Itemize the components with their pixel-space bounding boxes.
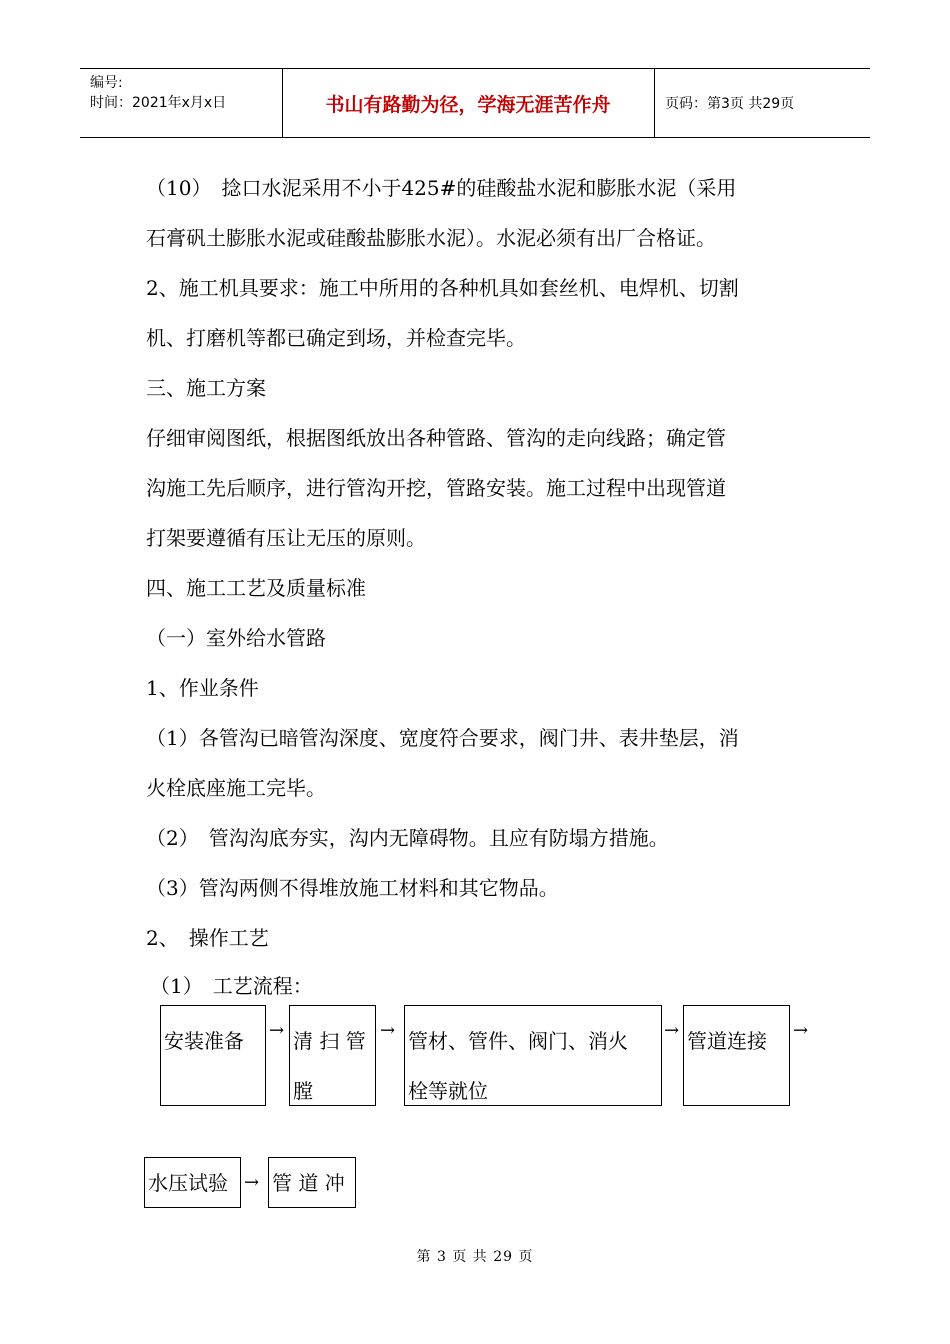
header-meta [90,73,226,113]
body-line: 仔细审阅图纸，根据图纸放出各种管路、管沟的走向线路；确定管 [146,426,726,450]
body-line: 沟施工先后顺序，进行管沟开挖，管路安装。施工过程中出现管道 [146,476,726,500]
flow-step-label: 清 扫 管 膛 [293,1029,366,1103]
header-divider [654,69,655,137]
flow-arrow: → [244,1172,260,1193]
page-footer: 第 3 页 共 29 页 [416,1249,534,1265]
body-line: 1、作业条件 [146,676,259,700]
flow-step-box [268,1157,356,1208]
flow-step-box [404,1005,662,1106]
flow-step-box [160,1005,266,1106]
flow-step-box [144,1157,241,1208]
body-line: 火栓底座施工完毕。 [146,776,326,800]
flow-step-label: 管道连接 [687,1029,767,1053]
section-heading: 四、施工工艺及质量标准 [146,576,366,600]
subsection-heading: （一）室外给水管路 [146,626,326,650]
body-line: （1）各管沟已暗管沟深度、宽度符合要求，阀门井、表井垫层，消 [146,726,739,750]
flow-step-label: 管 道 冲 [272,1171,345,1195]
body-line: 机、打磨机等都已确定到场，并检查完毕。 [146,326,526,350]
flow-step-label: 管材、管件、阀门、消火 栓等就位 [408,1029,628,1103]
header-page-label: 页码：第3页 共29页 [665,96,795,112]
body-line: 2、施工机具要求：施工中所用的各种机具如套丝机、电焊机、切割 [146,276,739,300]
flow-step-label: 水压试验 [148,1171,228,1195]
body-line: 2、 操作工艺 [146,926,269,950]
flow-step-box [683,1005,790,1106]
flow-caption: （1） 工艺流程： [150,974,313,998]
body-line: 打架要遵循有压让无压的原则。 [146,526,426,550]
flow-arrow: → [793,1020,809,1041]
flow-step-label: 安装准备 [164,1029,244,1053]
flow-arrow: → [664,1020,680,1041]
section-heading: 三、施工方案 [146,376,266,400]
number-label: 编号: [90,75,123,91]
body-line: （3）管沟两侧不得堆放施工材料和其它物品。 [146,876,559,900]
body-line: 石膏矾土膨胀水泥或硅酸盐膨胀水泥）。水泥必须有出厂合格证。 [146,226,716,250]
flow-arrow: → [380,1020,396,1041]
body-line: （10） 捻口水泥采用不小于425#的硅酸盐水泥和膨胀水泥（采用 [146,176,737,200]
body-line: （2） 管沟沟底夯实，沟内无障碍物。且应有防塌方措施。 [146,826,669,850]
time-label: 时间：2021年x月x日 [90,95,227,111]
header-motto: 书山有路勤为径，学海无涯苦作舟 [325,93,611,116]
page-header [80,68,870,138]
flow-step-box [289,1005,376,1106]
flow-arrow: → [269,1020,285,1041]
